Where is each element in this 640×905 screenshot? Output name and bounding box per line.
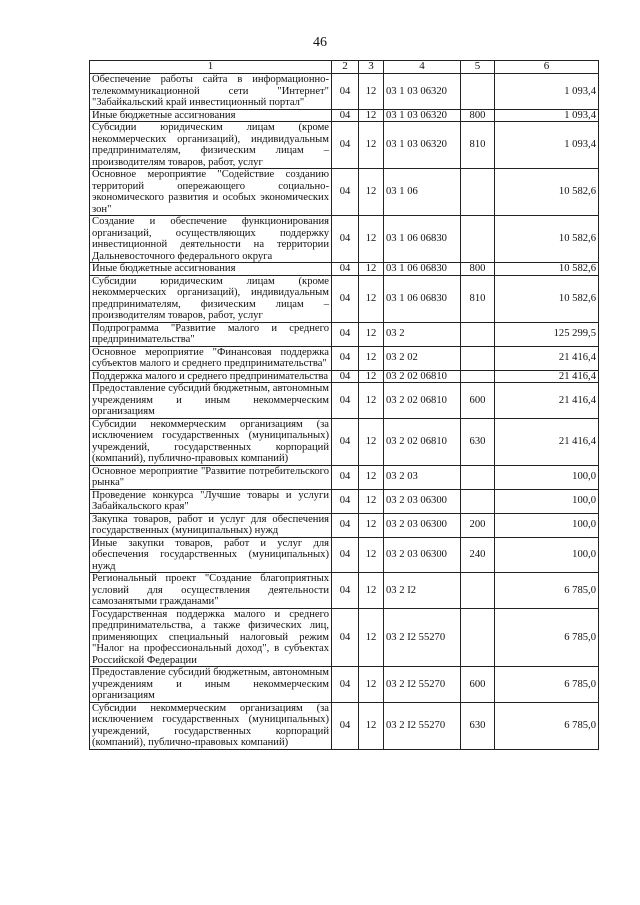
table-row bbox=[90, 513, 599, 537]
amount-cell: 21 416,4 bbox=[495, 370, 599, 383]
target-article-cell: 03 1 06 06830 bbox=[384, 275, 461, 322]
expense-type-cell bbox=[461, 346, 495, 370]
expense-type-cell bbox=[461, 489, 495, 513]
target-article-cell: 03 1 06 bbox=[384, 169, 461, 216]
section-cell: 04 bbox=[332, 122, 359, 169]
section-cell: 04 bbox=[332, 370, 359, 383]
table-row bbox=[90, 263, 599, 276]
subsection-cell: 12 bbox=[359, 513, 384, 537]
expense-type-cell bbox=[461, 608, 495, 667]
section-cell: 04 bbox=[332, 109, 359, 122]
name-cell: Основное мероприятие "Развитие потребительского рынка" bbox=[90, 465, 332, 489]
amount-cell: 21 416,4 bbox=[495, 383, 599, 419]
subsection-cell: 12 bbox=[359, 702, 384, 749]
target-article-cell: 03 2 03 06300 bbox=[384, 513, 461, 537]
subsection-cell: 12 bbox=[359, 216, 384, 263]
amount-cell: 21 416,4 bbox=[495, 346, 599, 370]
expense-type-cell: 630 bbox=[461, 702, 495, 749]
target-article-cell: 03 2 03 bbox=[384, 465, 461, 489]
name-cell: Основное мероприятие "Содействие созданию территорий опережающего социально-экономического развития и особых экономических зон" bbox=[90, 169, 332, 216]
expense-type-cell: 240 bbox=[461, 537, 495, 573]
table-row bbox=[90, 537, 599, 573]
table-row bbox=[90, 489, 599, 513]
expense-type-cell: 800 bbox=[461, 109, 495, 122]
expense-type-cell: 200 bbox=[461, 513, 495, 537]
subsection-cell: 12 bbox=[359, 122, 384, 169]
amount-cell: 6 785,0 bbox=[495, 608, 599, 667]
amount-cell: 21 416,4 bbox=[495, 418, 599, 465]
amount-cell: 125 299,5 bbox=[495, 322, 599, 346]
table-row bbox=[90, 74, 599, 110]
table-row bbox=[90, 465, 599, 489]
name-cell: Иные бюджетные ассигнования bbox=[90, 109, 332, 122]
subsection-cell: 12 bbox=[359, 667, 384, 703]
subsection-cell: 12 bbox=[359, 370, 384, 383]
amount-cell: 6 785,0 bbox=[495, 573, 599, 609]
expense-type-cell bbox=[461, 322, 495, 346]
amount-cell: 6 785,0 bbox=[495, 667, 599, 703]
subsection-cell: 12 bbox=[359, 383, 384, 419]
subsection-cell: 12 bbox=[359, 489, 384, 513]
subsection-cell: 12 bbox=[359, 465, 384, 489]
expense-type-cell: 600 bbox=[461, 383, 495, 419]
section-cell: 04 bbox=[332, 216, 359, 263]
table-row bbox=[90, 275, 599, 322]
expense-type-cell: 810 bbox=[461, 275, 495, 322]
target-article-cell: 03 1 03 06320 bbox=[384, 109, 461, 122]
section-cell: 04 bbox=[332, 263, 359, 276]
section-cell: 04 bbox=[332, 702, 359, 749]
amount-cell: 1 093,4 bbox=[495, 122, 599, 169]
amount-cell: 100,0 bbox=[495, 537, 599, 573]
name-cell: Субсидии некоммерческим организациям (за исключением государственных (муниципальных) учреждений, государственных корпораций (компаний), публично-правовых компаний) bbox=[90, 418, 332, 465]
target-article-cell: 03 2 I2 55270 bbox=[384, 702, 461, 749]
amount-cell: 10 582,6 bbox=[495, 169, 599, 216]
table-row bbox=[90, 608, 599, 667]
budget-table bbox=[89, 60, 599, 750]
target-article-cell: 03 2 bbox=[384, 322, 461, 346]
table-row bbox=[90, 667, 599, 703]
subsection-cell: 12 bbox=[359, 418, 384, 465]
column-header: 2 bbox=[332, 61, 359, 74]
table-row bbox=[90, 122, 599, 169]
table-row bbox=[90, 383, 599, 419]
section-cell: 04 bbox=[332, 573, 359, 609]
target-article-cell: 03 2 03 06300 bbox=[384, 489, 461, 513]
table-row bbox=[90, 322, 599, 346]
name-cell: Субсидии юридическим лицам (кроме некоммерческих организаций), индивидуальным предпринимателям, физическим лицам – производителям товаров, работ, услуг bbox=[90, 275, 332, 322]
section-cell: 04 bbox=[332, 465, 359, 489]
table-row bbox=[90, 346, 599, 370]
amount-cell: 1 093,4 bbox=[495, 74, 599, 110]
name-cell: Иные бюджетные ассигнования bbox=[90, 263, 332, 276]
amount-cell: 1 093,4 bbox=[495, 109, 599, 122]
subsection-cell: 12 bbox=[359, 263, 384, 276]
expense-type-cell: 630 bbox=[461, 418, 495, 465]
expense-type-cell: 810 bbox=[461, 122, 495, 169]
expense-type-cell bbox=[461, 370, 495, 383]
table-row bbox=[90, 573, 599, 609]
amount-cell: 100,0 bbox=[495, 489, 599, 513]
page-number: 46 bbox=[313, 35, 327, 50]
name-cell: Предоставление субсидий бюджетным, автономным учреждениям и иным некоммерческим организациям bbox=[90, 667, 332, 703]
subsection-cell: 12 bbox=[359, 169, 384, 216]
name-cell: Государственная поддержка малого и среднего предпринимательства, а также физических лиц, применяющих специальный налоговый режим "Налог на профессиональный доход", в субъектах Российской Федерации bbox=[90, 608, 332, 667]
name-cell: Субсидии юридическим лицам (кроме некоммерческих организаций), индивидуальным предпринимателям, физическим лицам – производителям товаров, работ, услуг bbox=[90, 122, 332, 169]
expense-type-cell bbox=[461, 465, 495, 489]
subsection-cell: 12 bbox=[359, 608, 384, 667]
expense-type-cell bbox=[461, 74, 495, 110]
target-article-cell: 03 1 06 06830 bbox=[384, 216, 461, 263]
amount-cell: 100,0 bbox=[495, 513, 599, 537]
table-row bbox=[90, 702, 599, 749]
expense-type-cell: 800 bbox=[461, 263, 495, 276]
section-cell: 04 bbox=[332, 513, 359, 537]
target-article-cell: 03 2 02 bbox=[384, 346, 461, 370]
section-cell: 04 bbox=[332, 322, 359, 346]
name-cell: Подпрограмма "Развитие малого и среднего предпринимательства" bbox=[90, 322, 332, 346]
section-cell: 04 bbox=[332, 608, 359, 667]
column-header: 4 bbox=[384, 61, 461, 74]
table-body bbox=[90, 74, 599, 750]
name-cell: Предоставление субсидий бюджетным, автономным учреждениям и иным некоммерческим организациям bbox=[90, 383, 332, 419]
target-article-cell: 03 1 03 06320 bbox=[384, 122, 461, 169]
header-row bbox=[90, 61, 599, 74]
subsection-cell: 12 bbox=[359, 74, 384, 110]
name-cell: Проведение конкурса "Лучшие товары и услуги Забайкальского края" bbox=[90, 489, 332, 513]
section-cell: 04 bbox=[332, 74, 359, 110]
amount-cell: 100,0 bbox=[495, 465, 599, 489]
name-cell: Поддержка малого и среднего предпринимательства bbox=[90, 370, 332, 383]
target-article-cell: 03 2 02 06810 bbox=[384, 383, 461, 419]
name-cell: Субсидии некоммерческим организациям (за исключением государственных (муниципальных) учреждений, государственных корпораций (компаний), публично-правовых компаний) bbox=[90, 702, 332, 749]
subsection-cell: 12 bbox=[359, 109, 384, 122]
subsection-cell: 12 bbox=[359, 573, 384, 609]
column-header: 3 bbox=[359, 61, 384, 74]
name-cell: Создание и обеспечение функционирования организаций, осуществляющих поддержку инвестиционной деятельности на территории Дальневосточного федерального округа bbox=[90, 216, 332, 263]
subsection-cell: 12 bbox=[359, 322, 384, 346]
expense-type-cell bbox=[461, 216, 495, 263]
subsection-cell: 12 bbox=[359, 537, 384, 573]
column-header: 6 bbox=[495, 61, 599, 74]
name-cell: Закупка товаров, работ и услуг для обеспечения государственных (муниципальных) нужд bbox=[90, 513, 332, 537]
name-cell: Региональный проект "Создание благоприятных условий для осуществления деятельности самозанятыми гражданами" bbox=[90, 573, 332, 609]
name-cell: Обеспечение работы сайта в информационно-телекоммуникационной сети "Интернет" "Забайкальский край инвестиционный портал" bbox=[90, 74, 332, 110]
section-cell: 04 bbox=[332, 275, 359, 322]
subsection-cell: 12 bbox=[359, 275, 384, 322]
section-cell: 04 bbox=[332, 383, 359, 419]
table-row bbox=[90, 370, 599, 383]
expense-type-cell bbox=[461, 169, 495, 216]
target-article-cell: 03 2 03 06300 bbox=[384, 537, 461, 573]
amount-cell: 6 785,0 bbox=[495, 702, 599, 749]
expense-type-cell bbox=[461, 573, 495, 609]
section-cell: 04 bbox=[332, 418, 359, 465]
subsection-cell: 12 bbox=[359, 346, 384, 370]
target-article-cell: 03 2 I2 bbox=[384, 573, 461, 609]
section-cell: 04 bbox=[332, 537, 359, 573]
table-row bbox=[90, 216, 599, 263]
column-header: 5 bbox=[461, 61, 495, 74]
target-article-cell: 03 2 I2 55270 bbox=[384, 667, 461, 703]
table-row bbox=[90, 418, 599, 465]
expense-type-cell: 600 bbox=[461, 667, 495, 703]
section-cell: 04 bbox=[332, 346, 359, 370]
section-cell: 04 bbox=[332, 169, 359, 216]
table-row bbox=[90, 169, 599, 216]
target-article-cell: 03 2 I2 55270 bbox=[384, 608, 461, 667]
target-article-cell: 03 2 02 06810 bbox=[384, 418, 461, 465]
name-cell: Иные закупки товаров, работ и услуг для обеспечения государственных (муниципальных) нужд bbox=[90, 537, 332, 573]
name-cell: Основное мероприятие "Финансовая поддержка субъектов малого и среднего предпринимательства" bbox=[90, 346, 332, 370]
target-article-cell: 03 1 06 06830 bbox=[384, 263, 461, 276]
section-cell: 04 bbox=[332, 489, 359, 513]
target-article-cell: 03 2 02 06810 bbox=[384, 370, 461, 383]
amount-cell: 10 582,6 bbox=[495, 216, 599, 263]
table-row bbox=[90, 109, 599, 122]
column-header: 1 bbox=[90, 61, 332, 74]
amount-cell: 10 582,6 bbox=[495, 275, 599, 322]
section-cell: 04 bbox=[332, 667, 359, 703]
target-article-cell: 03 1 03 06320 bbox=[384, 74, 461, 110]
amount-cell: 10 582,6 bbox=[495, 263, 599, 276]
